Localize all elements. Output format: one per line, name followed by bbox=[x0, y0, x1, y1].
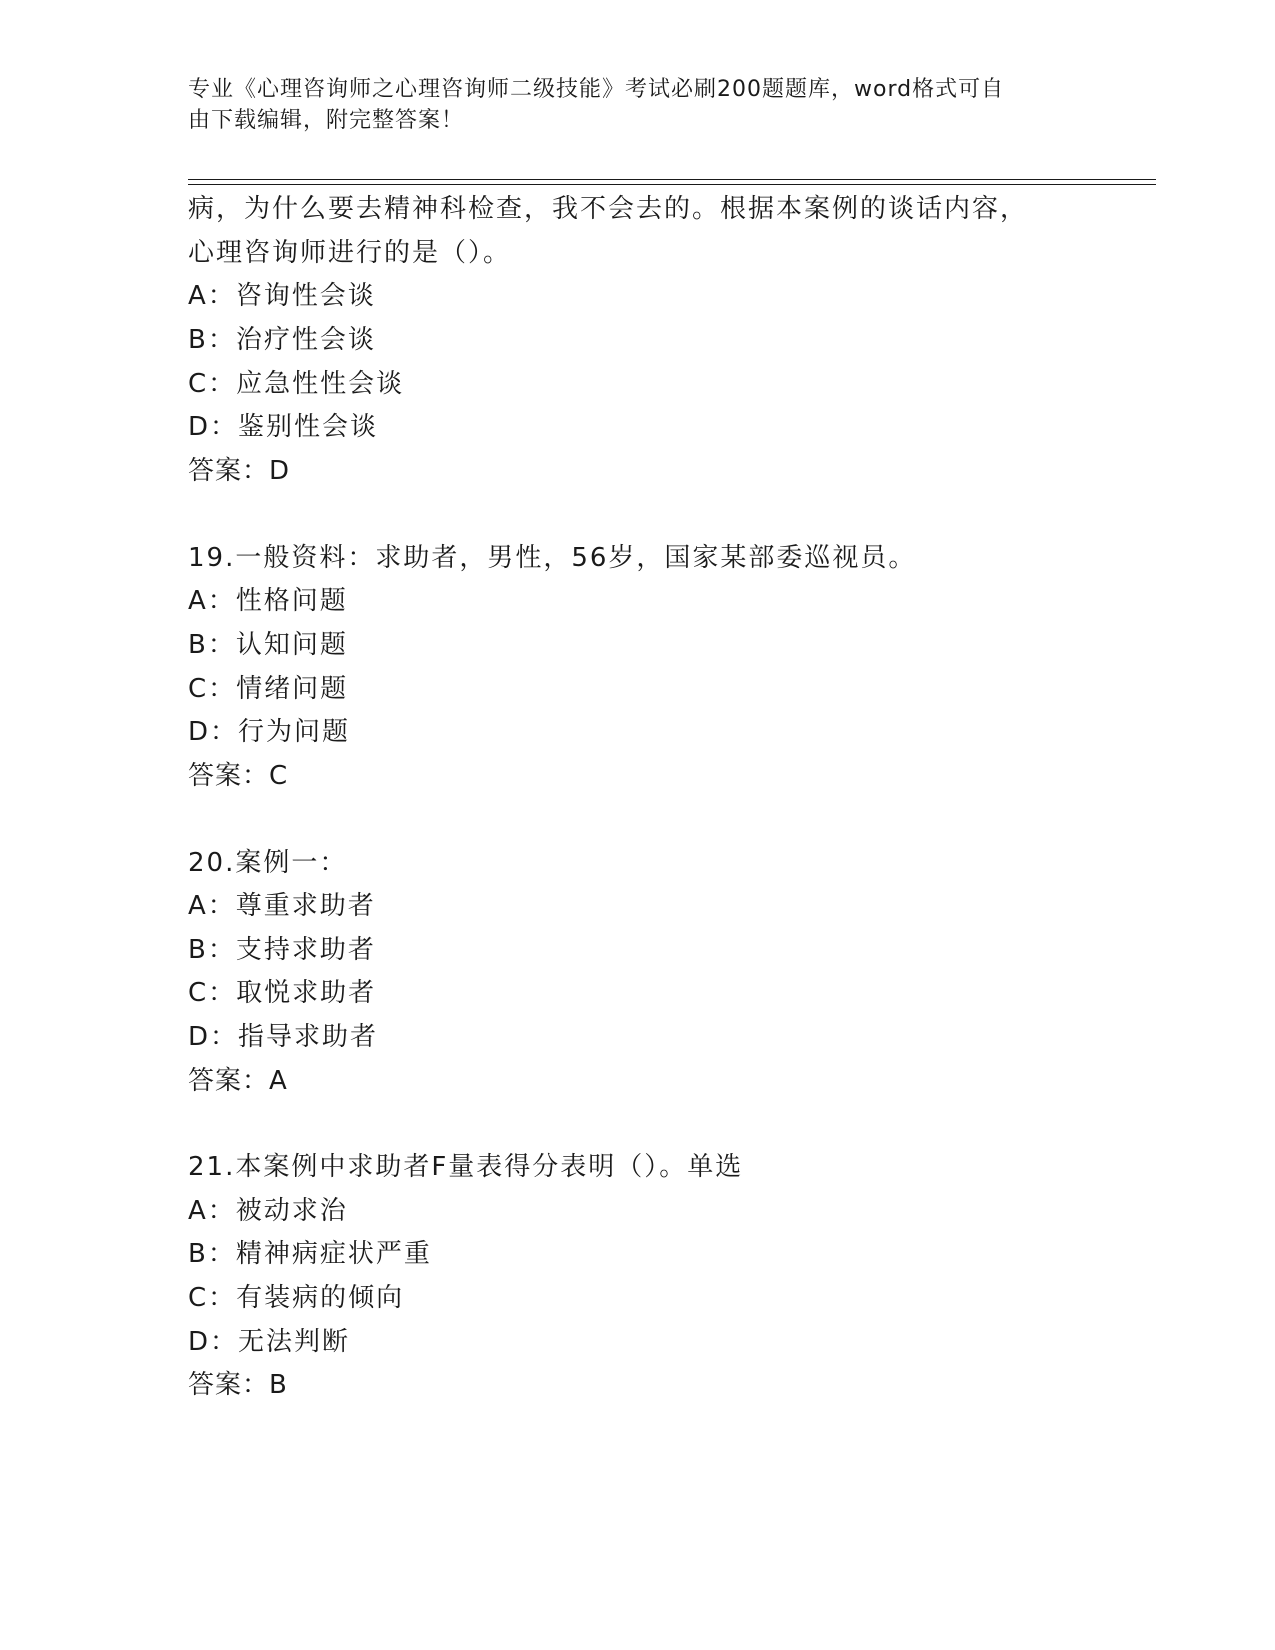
option-d: D：鉴别性会谈 bbox=[188, 412, 379, 442]
answer-line: 答案：A bbox=[188, 1066, 288, 1096]
option-a: A：咨询性会谈 bbox=[188, 281, 376, 311]
question-stem: 20.案例一： bbox=[188, 848, 348, 878]
option-b: B：支持求助者 bbox=[188, 935, 376, 965]
option-b: B：精神病症状严重 bbox=[188, 1239, 432, 1269]
document-body bbox=[188, 0, 1088, 1650]
answer-line: 答案：D bbox=[188, 456, 291, 486]
option-c: C：应急性性会谈 bbox=[188, 369, 405, 399]
answer-line: 答案：B bbox=[188, 1370, 288, 1400]
question-stem: 21.本案例中求助者F量表得分表明（）。单选 bbox=[188, 1152, 744, 1182]
option-a: A：被动求治 bbox=[188, 1196, 348, 1226]
option-d: D：行为问题 bbox=[188, 717, 351, 747]
option-d: D：无法判断 bbox=[188, 1327, 351, 1357]
question-text-line: 病，为什么要去精神科检查，我不会去的。根据本案例的谈话内容， bbox=[188, 194, 1029, 224]
question-text-line: 心理咨询师进行的是（）。 bbox=[188, 238, 512, 268]
option-c: C：取悦求助者 bbox=[188, 978, 377, 1008]
option-a: A：性格问题 bbox=[188, 586, 348, 616]
option-c: C：情绪问题 bbox=[188, 674, 349, 704]
option-b: B：认知问题 bbox=[188, 630, 348, 660]
header-line-1: 专业《心理咨询师之心理咨询师二级技能》考试必刷200题题库，word格式可自 bbox=[188, 77, 1005, 102]
option-d: D：指导求助者 bbox=[188, 1022, 379, 1052]
option-a: A：尊重求助者 bbox=[188, 891, 376, 921]
option-b: B：治疗性会谈 bbox=[188, 325, 376, 355]
option-c: C：有装病的倾向 bbox=[188, 1283, 405, 1313]
answer-line: 答案：C bbox=[188, 761, 289, 791]
header-line-2: 由下载编辑，附完整答案！ bbox=[188, 108, 465, 133]
question-stem: 19.一般资料：求助者，男性，56岁，国家某部委巡视员。 bbox=[188, 543, 917, 573]
